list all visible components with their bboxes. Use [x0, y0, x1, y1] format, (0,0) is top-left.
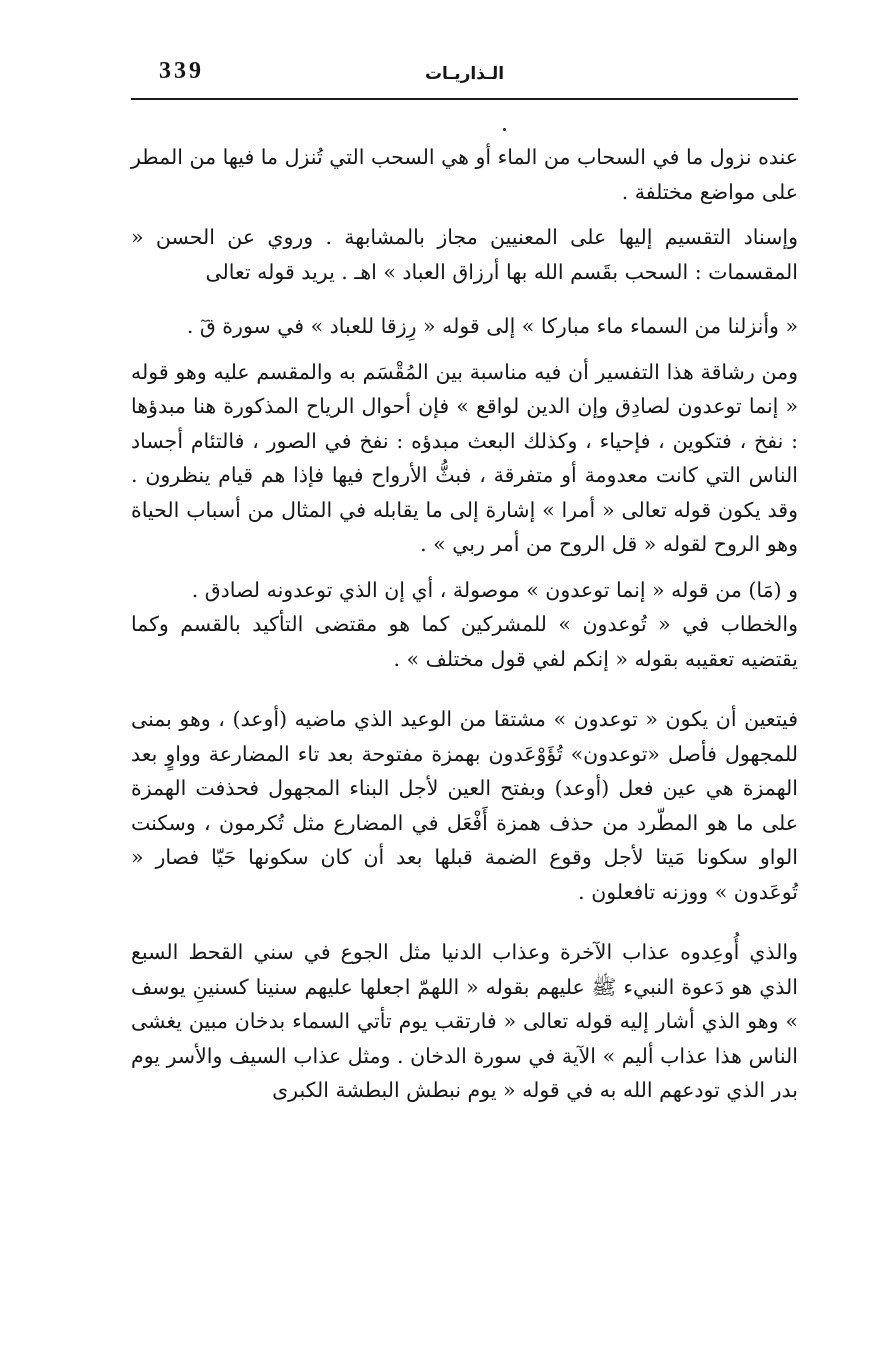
paragraph-3: « وأنزلنا من السماء ماء مباركا » إلى قوله « رِزقا للعباد » في سورة قٓ . [186, 314, 798, 338]
header-rule [131, 98, 798, 100]
page-header [131, 58, 798, 100]
body-text [131, 140, 798, 1108]
page-number: 339 [159, 58, 204, 84]
paragraph-1: عنده نزول ما في السحاب من الماء أو هي السحب التي تُنزل ما فيها من المطر على مواضع مختلفة . [131, 145, 798, 204]
running-head-surah-title: الـذاريـات [424, 64, 505, 84]
paragraph-5: و (مَا) من قوله « إنما توعدون » موصولة ، أي إن الذي توعدونه لصادق . [191, 577, 798, 602]
paragraph-8: والذي أُوعِدوه عذاب الآخرة وعذاب الدنيا مثل الجوع في سني القحط السبع الذي هو دَعوة النبيء ﷺ عليهم بقوله « اللهمّ اجعلها عليهم سنينا كسنينِ يوسف » وهو الذي أشار إليه قوله تعالى « فارتقب يوم تأتي السماء بدخان مبين يغشى الناس هذا عذاب أليم » الآية في سورة الدخان . ومثل عذاب السيف والأسر يوم بدر الذي تودعهم الله به في قوله « يوم نبطش البطشة الكبرى [131, 940, 798, 1102]
paragraph-6: والخطاب في « تُوعدون » للمشركين كما هو مقتضى التأكيد بالقسم وكما يقتضيه تعقيبه بقوله « إنكم لفي قول مختلف » . [131, 612, 798, 671]
paragraph-7: فيتعين أن يكون « توعدون » مشتقا من الوعيد الذي ماضيه (أوعد) ، وهو بمنى للمجهول فأصل «توعدون» تُؤَوْعَدون بهمزة مفتوحة بعد تاء المضارعة وواوٍ بعد الهمزة هي عين فعل (أوعد) وبفتح العين لأجل البناء المجهول فحذفت الهمزة على ما هو المطّرد من حذف همزة أَفْعَل في المضارع مثل تُكرمون ، وسكنت الواو سكونا مَيتا لأجل وقوع الضمة قبلها بعد أن كان سكونها حَيّا فصار « تُوعَدون » ووزنه تافعلون . [131, 707, 798, 904]
paragraph-2: وإسناد التقسيم إليها على المعنيين مجاز بالمشابهة . وروي عن الحسن « المقسمات : السحب بقَسم الله بها أرزاق العباد » اهـ . يريد قوله تعالى [131, 225, 798, 284]
print-speck [503, 128, 506, 131]
paragraph-4: ومن رشاقة هذا التفسير أن فيه مناسبة بين المُقْسَم به والمقسم عليه وهو قوله « إنما توعدون لصادِق وإن الدين لواقع » فإن أحوال الرياح المذكورة هنا مبدؤها : نفخ ، فتكوين ، فإحياء ، وكذلك البعث مبدؤه : نفخ في الصور ، فالتئام أجساد الناس التي كانت معدومة أو متفرقة ، فبثُّ الأرواح فيها فإذا هم قيام ينظرون . وقد يكون قوله تعالى « أمرا » إشارة إلى ما يقابله في المثال من أسباب الحياة وهو الروح لقوله « قل الروح من أمر ربي » . [131, 359, 798, 556]
